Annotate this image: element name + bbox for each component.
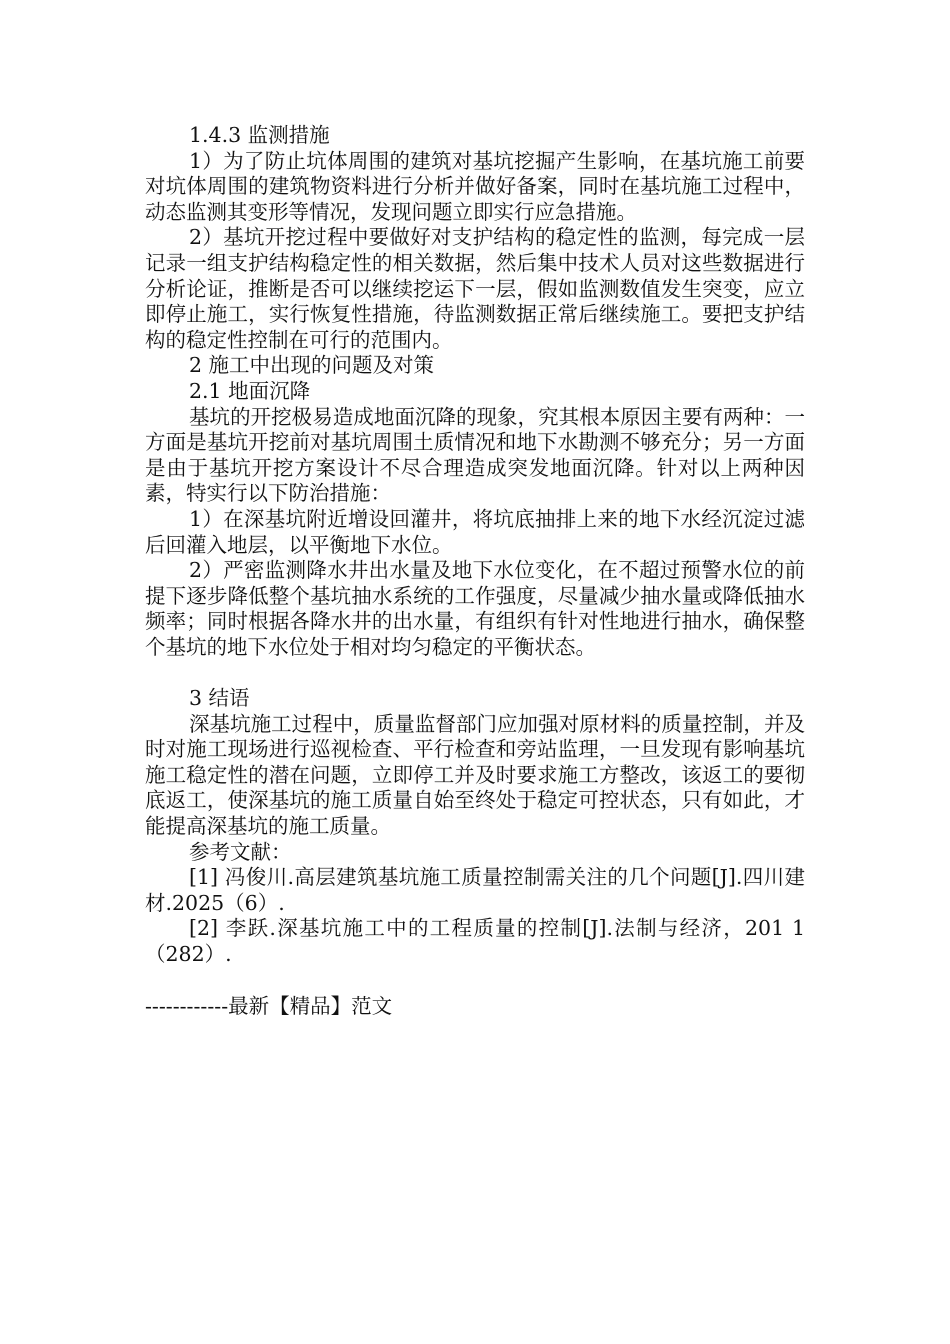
paragraph-monitoring-2: 2）基坑开挖过程中要做好对支护结构的稳定性的监测，每完成一层记录一组支护结构稳定性的相关数据，然后集中技术人员对这些数据进行分析论证，推断是否可以继续挖运下一层，假如监测数值发生突变，应立即停止施工，实行恢复性措施，待监测数据正常后继续施工。要把支护结构的稳定性控制在可行的范围内。 xyxy=(145,225,805,352)
section-heading-3: 3 结语 xyxy=(189,686,250,711)
paragraph-settlement-2: 2）严密监测降水井出水量及地下水位变化，在不超过预警水位的前提下逐步降低整个基坑抽水系统的工作强度，尽量减少抽水量或降低抽水频率；同时根据各降水井的出水量，有组织有针对性地进行抽水，确保整个基坑的地下水位处于相对均匀稳定的平衡状态。 xyxy=(145,558,805,659)
reference-item-1: [1] 冯俊川.高层建筑基坑施工质量控制需关注的几个问题[J].四川建材.2025（6）. xyxy=(145,865,805,915)
paragraph-monitoring-1: 1）为了防止坑体周围的建筑对基坑挖掘产生影响，在基坑施工前要对坑体周围的建筑物资料进行分析并做好备案，同时在基坑施工过程中，动态监测其变形等情况，发现问题立即实行应急措施。 xyxy=(145,148,805,224)
paragraph-conclusion: 深基坑施工过程中，质量监督部门应加强对原材料的质量控制，并及时对施工现场进行巡视检查、平行检查和旁站监理，一旦发现有影响基坑施工稳定性的潜在问题，立即停工并及时要求施工方整改，该返工的要彻底返工，使深基坑的施工质量自始至终处于稳定可控状态，只有如此，才能提高深基坑的施工质量。 xyxy=(145,711,805,839)
footer-banner: ------------最新【精品】范文 xyxy=(145,994,393,1018)
section-heading-1-4-3: 1.4.3 监测措施 xyxy=(189,123,330,147)
references-heading: 参考文献： xyxy=(189,839,292,864)
paragraph-settlement-intro: 基坑的开挖极易造成地面沉降的现象，究其根本原因主要有两种：一方面是基坑开挖前对基坑周围土质情况和地下水勘测不够充分；另一方面是由于基坑开挖方案设计不尽合理造成突发地面沉降。针对以上两种因素，特实行以下防治措施： xyxy=(145,404,805,506)
section-heading-2: 2 施工中出现的问题及对策 xyxy=(189,353,435,378)
document-body xyxy=(145,123,805,968)
reference-item-2: [2] 李跃.深基坑施工中的工程质量的控制[J].法制与经济，201 1（282）. xyxy=(145,916,805,966)
paragraph-settlement-1: 1）在深基坑附近增设回灌井，将坑底抽排上来的地下水经沉淀过滤后回灌入地层，以平衡地下水位。 xyxy=(145,506,805,557)
blank-line xyxy=(145,660,805,686)
section-heading-2-1: 2.1 地面沉降 xyxy=(189,378,311,403)
